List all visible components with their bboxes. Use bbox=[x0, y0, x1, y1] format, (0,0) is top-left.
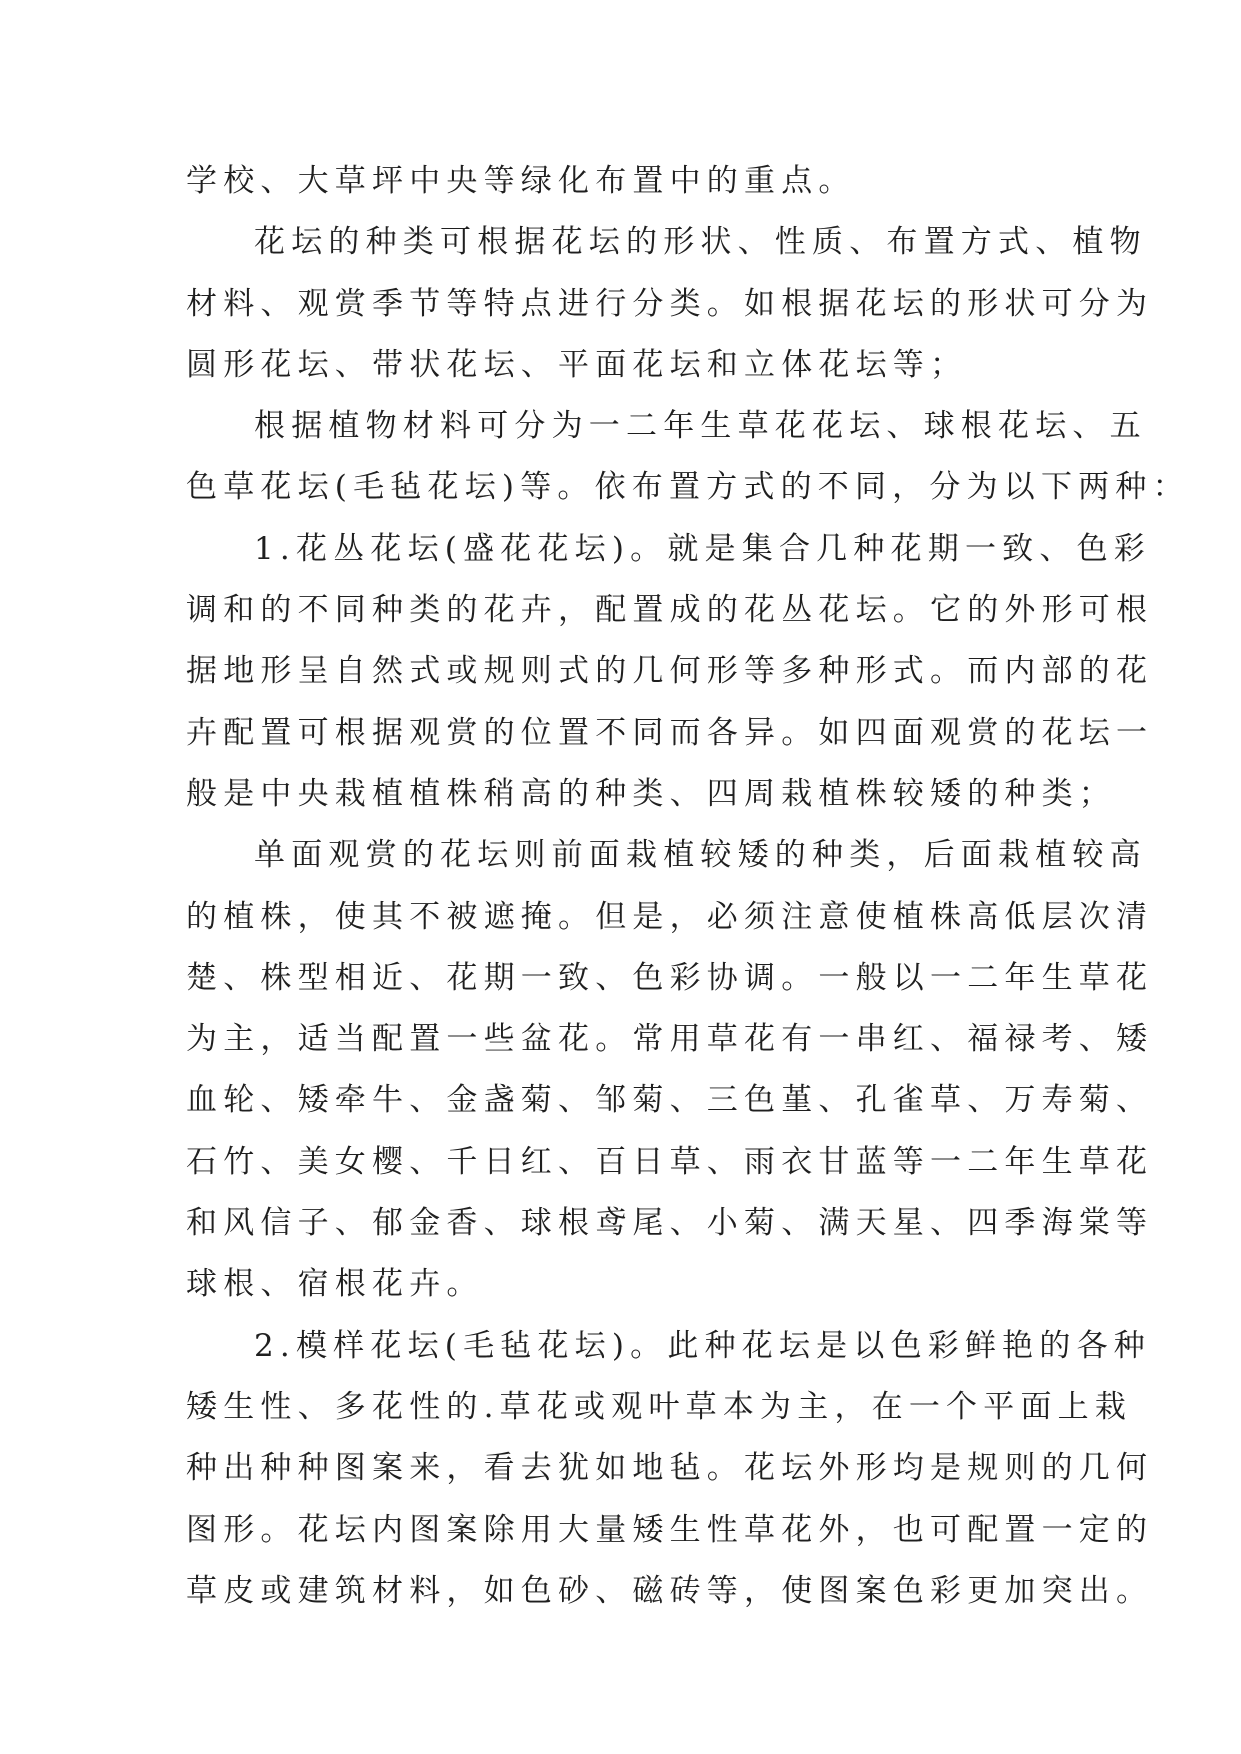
text-line: 卉配置可根据观赏的位置不同而各异。如四面观赏的花坛一 bbox=[186, 714, 1154, 751]
text-line: 色草花坛(毛毡花坛)等。依布置方式的不同，分为以下两种： bbox=[186, 469, 1190, 506]
text-line: 草皮或建筑材料，如色砂、磁砖等，使图案色彩更加突出。 bbox=[186, 1572, 1154, 1609]
text-line: 的植株，使其不被遮掩。但是，必须注意使植株高低层次清 bbox=[186, 898, 1154, 935]
text-line: 血轮、矮牵牛、金盏菊、邹菊、三色堇、孔雀草、万寿菊、 bbox=[186, 1082, 1154, 1119]
text-line: 圆形花坛、带状花坛、平面花坛和立体花坛等； bbox=[186, 346, 968, 383]
document-body bbox=[186, 151, 1190, 1622]
text-line: 石竹、美女樱、千日红、百日草、雨衣甘蓝等一二年生草花 bbox=[186, 1143, 1154, 1180]
paragraph-first-line: 根据植物材料可分为一二年生草花花坛、球根花坛、五 bbox=[254, 408, 1147, 445]
paragraph-first-line: 花坛的种类可根据花坛的形状、性质、布置方式、植物 bbox=[254, 224, 1147, 261]
text-line: 矮生性、多花性的.草花或观叶草本为主，在一个平面上栽 bbox=[186, 1388, 1133, 1425]
text-line: 楚、株型相近、花期一致、色彩协调。一般以一二年生草花 bbox=[186, 959, 1154, 996]
text-line: 据地形呈自然式或规则式的几何形等多种形式。而内部的花 bbox=[186, 653, 1154, 690]
paragraph-first-line: 单面观赏的花坛则前面栽植较矮的种类，后面栽植较高 bbox=[254, 837, 1147, 874]
text-line: 为主，适当配置一些盆花。常用草花有一串红、福禄考、矮 bbox=[186, 1021, 1154, 1058]
text-line: 调和的不同种类的花卉，配置成的花丛花坛。它的外形可根 bbox=[186, 592, 1154, 629]
text-line: 球根、宿根花卉。 bbox=[186, 1266, 484, 1303]
paragraph-first-line: 1.花丛花坛(盛花花坛)。就是集合几种花期一致、色彩 bbox=[254, 530, 1151, 567]
text-line: 图形。花坛内图案除用大量矮生性草花外，也可配置一定的 bbox=[186, 1511, 1154, 1548]
text-line: 学校、大草坪中央等绿化布置中的重点。 bbox=[186, 163, 856, 199]
text-line: 材料、观赏季节等特点进行分类。如根据花坛的形状可分为 bbox=[186, 285, 1154, 322]
text-line: 般是中央栽植植株稍高的种类、四周栽植株较矮的种类； bbox=[186, 775, 1116, 812]
paragraph-first-line: 2.模样花坛(毛毡花坛)。此种花坛是以色彩鲜艳的各种 bbox=[254, 1327, 1151, 1364]
text-line: 和风信子、郁金香、球根鸢尾、小菊、满天星、四季海棠等 bbox=[186, 1205, 1154, 1242]
text-line: 种出种种图案来，看去犹如地毡。花坛外形均是规则的几何 bbox=[186, 1450, 1154, 1487]
